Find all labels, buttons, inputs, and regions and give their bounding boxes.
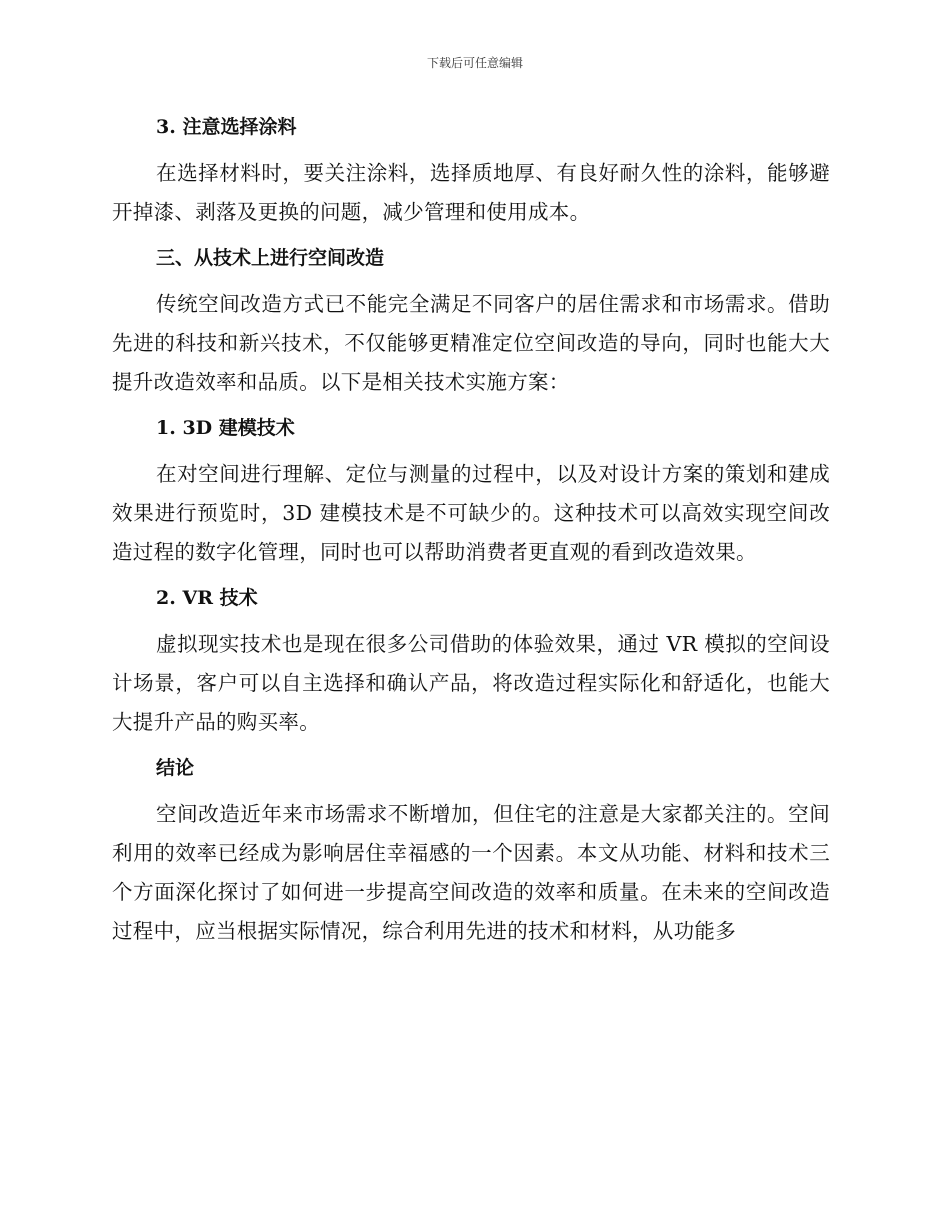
- page-header-note: 下载后可任意编辑: [426, 56, 523, 70]
- paragraph-conclusion: 空间改造近年来市场需求不断增加，但住宅的注意是大家都关注的。空间利用的效率已经成为影响居住幸福感的一个因素。本文从功能、材料和技术三个方面深化探讨了如何进一步提高空间改造的效率和质量。在未来的空间改造过程中，应当根据实际情况，综合利用先进的技术和材料，从功能多: [112, 802, 830, 943]
- section-heading-conclusion: 结论: [156, 757, 195, 779]
- document-body: [112, 112, 830, 951]
- section-heading-3d-modeling: 1. 3D 建模技术: [156, 417, 295, 439]
- paragraph-3d-modeling: 在对空间进行理解、定位与测量的过程中，以及对设计方案的策划和建成效果进行预览时，3D 建模技术是不可缺少的。这种技术可以高效实现空间改造过程的数字化管理，同时也可以帮助消费者更直观的看到改造效果。: [112, 462, 830, 564]
- section-heading-coating: 3. 注意选择涂料: [156, 116, 297, 138]
- section-heading-technology: 三、从技术上进行空间改造: [156, 247, 385, 269]
- paragraph-technology: 传统空间改造方式已不能完全满足不同客户的居住需求和市场需求。借助先进的科技和新兴技术，不仅能够更精准定位空间改造的导向，同时也能大大提升改造效率和品质。以下是相关技术实施方案：: [112, 292, 830, 394]
- paragraph-coating: 在选择材料时，要关注涂料，选择质地厚、有良好耐久性的涂料，能够避开掉漆、剥落及更换的问题，减少管理和使用成本。: [112, 161, 830, 224]
- section-heading-vr: 2. VR 技术: [156, 587, 258, 609]
- paragraph-vr: 虚拟现实技术也是现在很多公司借助的体验效果，通过 VR 模拟的空间设计场景，客户可以自主选择和确认产品，将改造过程实际化和舒适化，也能大大提升产品的购买率。: [112, 632, 830, 734]
